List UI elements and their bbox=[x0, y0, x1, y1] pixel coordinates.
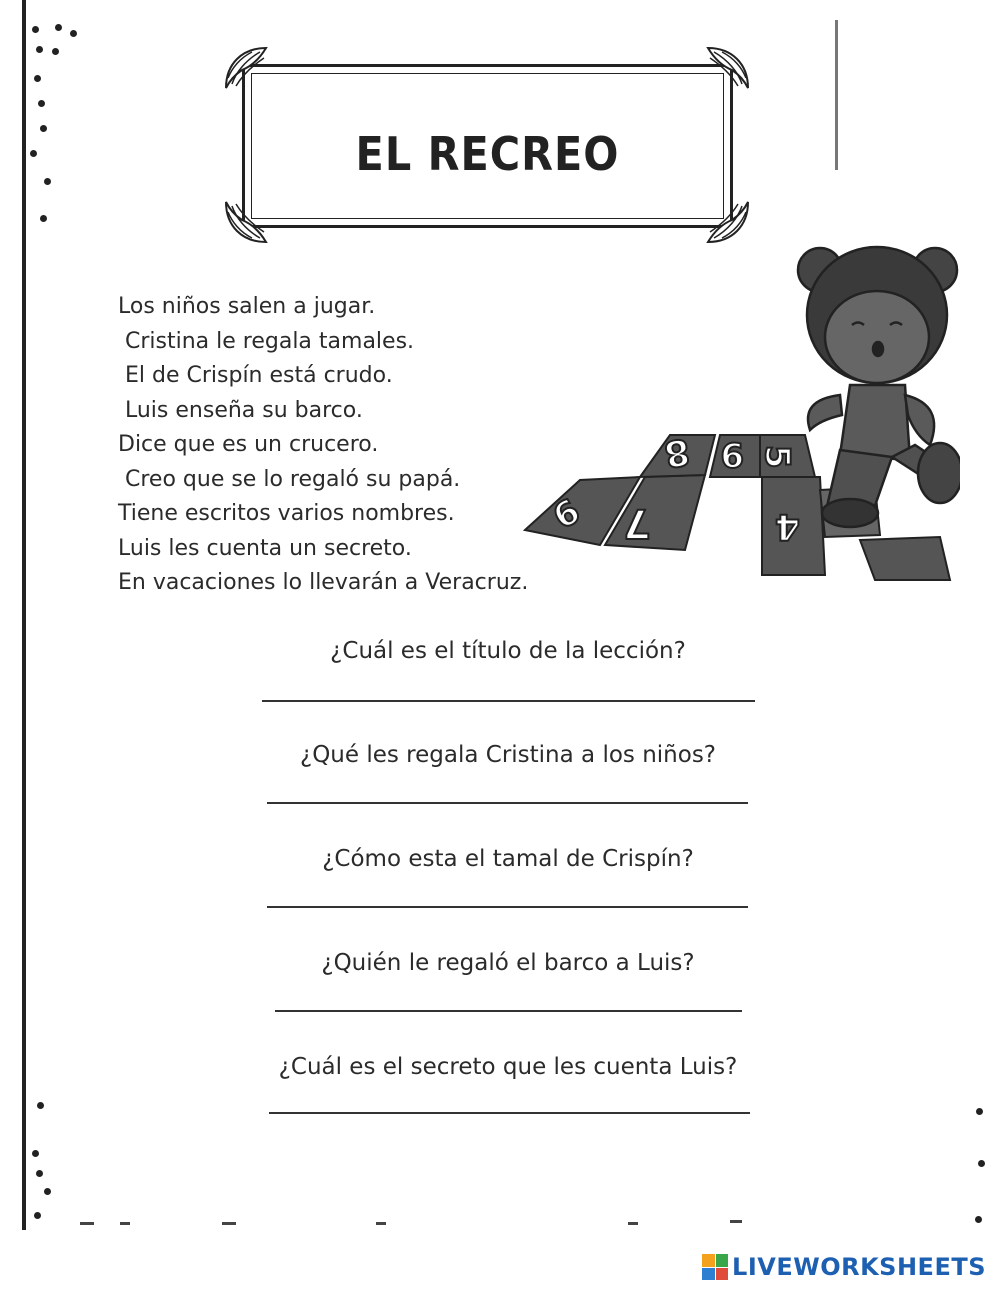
hopscotch-number: 6 bbox=[546, 491, 588, 538]
question-3: ¿Cómo esta el tamal de Crispín? bbox=[322, 846, 694, 872]
answer-line-2[interactable] bbox=[267, 802, 748, 804]
scan-edge-line bbox=[835, 20, 838, 170]
shell-corner-icon bbox=[704, 44, 752, 92]
title-frame bbox=[232, 52, 742, 240]
decor-dot bbox=[32, 1150, 39, 1157]
answer-line-4[interactable] bbox=[275, 1010, 742, 1012]
story-line: Luis enseña su barco. bbox=[118, 397, 363, 423]
story-line: Tiene escritos varios nombres. bbox=[118, 501, 455, 526]
shell-corner-icon bbox=[222, 44, 270, 92]
decor-dot bbox=[978, 1160, 985, 1167]
decor-dot bbox=[52, 48, 59, 55]
decor-dot bbox=[34, 75, 41, 82]
decor-dot bbox=[36, 46, 43, 53]
left-border-line bbox=[22, 0, 26, 1230]
shell-corner-icon bbox=[222, 198, 270, 246]
page-title: EL RECREO bbox=[355, 127, 620, 181]
decor-dot bbox=[44, 178, 51, 185]
girl-figure bbox=[798, 247, 960, 527]
story-line: Cristina le regala tamales. bbox=[118, 328, 415, 354]
answer-line-5[interactable] bbox=[269, 1112, 750, 1114]
question-1: ¿Cuál es el título de la lección? bbox=[330, 638, 686, 664]
hopscotch-number: 9 bbox=[720, 434, 744, 474]
decor-dot bbox=[38, 100, 45, 107]
answer-line-3[interactable] bbox=[267, 906, 748, 908]
question-2: ¿Qué les regala Cristina a los niños? bbox=[299, 742, 717, 768]
question-4: ¿Quién le regaló el barco a Luis? bbox=[321, 950, 695, 976]
story-line: En vacaciones lo llevarán a Veracruz. bbox=[118, 570, 529, 595]
decor-dash bbox=[120, 1222, 130, 1225]
story-line: Los niños salen a jugar. bbox=[118, 294, 376, 319]
story-line: El de Crispín está crudo. bbox=[118, 363, 393, 388]
decor-dot bbox=[55, 24, 62, 31]
question-5: ¿Cuál es el secreto que les cuenta Luis? bbox=[278, 1054, 738, 1080]
decor-dot bbox=[30, 150, 37, 157]
decor-dot bbox=[70, 30, 77, 37]
decor-dot bbox=[32, 26, 39, 33]
brand-name: LIVEWORKSHEETS bbox=[732, 1253, 986, 1281]
decor-dot bbox=[44, 1188, 51, 1195]
decor-dot bbox=[40, 125, 47, 132]
girl-hopscotch-illustration bbox=[520, 245, 960, 590]
story-line: Creo que se lo regaló su papá. bbox=[118, 466, 461, 492]
decor-dot bbox=[976, 1108, 983, 1115]
hopscotch-number: 4 bbox=[774, 506, 800, 547]
decor-dot bbox=[975, 1216, 982, 1223]
answer-line-1[interactable] bbox=[262, 700, 755, 702]
shell-corner-icon bbox=[704, 198, 752, 246]
hopscotch-number: 7 bbox=[623, 500, 651, 546]
decor-dash bbox=[376, 1222, 386, 1225]
hopscotch-number: 8 bbox=[660, 429, 693, 475]
hopscotch-number: 5 bbox=[757, 445, 797, 469]
title-box bbox=[242, 64, 733, 228]
decor-dash bbox=[222, 1222, 236, 1225]
decor-dash bbox=[80, 1222, 94, 1225]
story-text bbox=[118, 290, 528, 601]
liveworksheets-logo[interactable] bbox=[702, 1253, 986, 1281]
decor-dash bbox=[730, 1220, 742, 1223]
logo-badge-icon bbox=[702, 1254, 728, 1280]
decor-dot bbox=[34, 1212, 41, 1219]
story-line: Luis les cuenta un secreto. bbox=[118, 535, 412, 561]
decor-dot bbox=[37, 1102, 44, 1109]
decor-dot bbox=[36, 1170, 43, 1177]
decor-dash bbox=[628, 1222, 638, 1225]
decor-dot bbox=[40, 215, 47, 222]
story-line: Dice que es un crucero. bbox=[118, 432, 379, 457]
